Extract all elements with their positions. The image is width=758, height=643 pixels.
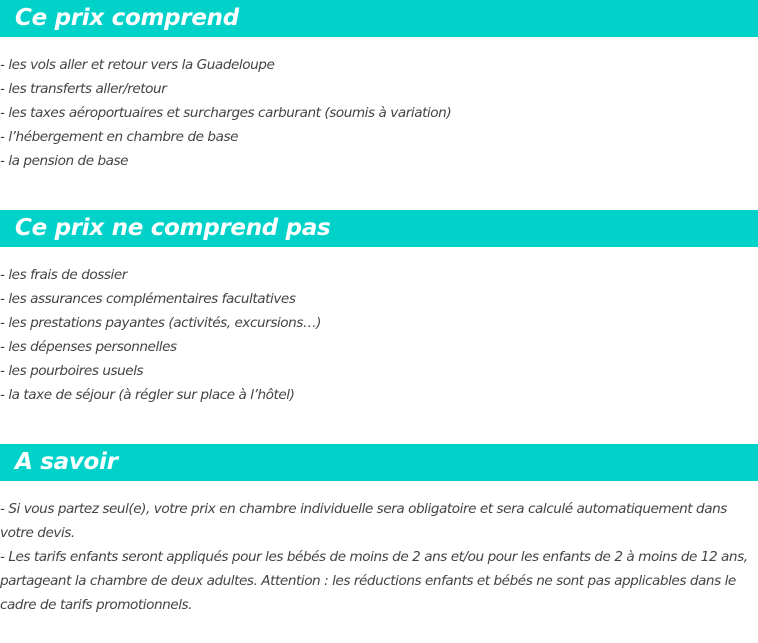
section-header-good-to-know xyxy=(0,444,758,481)
list-item: - la pension de base xyxy=(0,153,129,169)
info-paragraph: - Si vous partez seul(e), votre prix en chambre individuelle sera obligatoire et sera calculé automatiquement dans votre devis. xyxy=(0,501,727,541)
good-to-know-body xyxy=(0,481,758,617)
list-item: - les transferts aller/retour xyxy=(0,81,167,97)
section-good-to-know xyxy=(0,444,758,617)
list-item: - les dépenses personnelles xyxy=(0,339,177,355)
section-title: Ce prix ne comprend pas xyxy=(15,215,331,241)
list-item: - l’hébergement en chambre de base xyxy=(0,129,239,145)
included-list xyxy=(0,37,758,173)
not-included-list xyxy=(0,247,758,407)
list-item: - les prestations payantes (activités, excursions…) xyxy=(0,315,321,331)
section-not-included xyxy=(0,210,758,407)
list-item: - les frais de dossier xyxy=(0,267,127,283)
info-paragraph: - Les tarifs enfants seront appliqués pour les bébés de moins de 2 ans et/ou pour les enfants de 2 à moins de 12 ans, partageant la chambre de deux adultes. Attention : les réductions enfants et bébés ne sont pas applicables dans le cadre de tarifs promotionnels. xyxy=(0,549,748,613)
section-header-not-included xyxy=(0,210,758,247)
list-item: - les vols aller et retour vers la Guadeloupe xyxy=(0,57,275,73)
section-included xyxy=(0,0,758,173)
list-item: - les pourboires usuels xyxy=(0,363,144,379)
list-item: - la taxe de séjour (à régler sur place à l’hôtel) xyxy=(0,387,295,403)
section-title: A savoir xyxy=(15,449,118,475)
section-header-included xyxy=(0,0,758,37)
list-item: - les assurances complémentaires facultatives xyxy=(0,291,296,307)
list-item: - les taxes aéroportuaires et surcharges carburant (soumis à variation) xyxy=(0,105,452,121)
section-title: Ce prix comprend xyxy=(15,5,239,31)
